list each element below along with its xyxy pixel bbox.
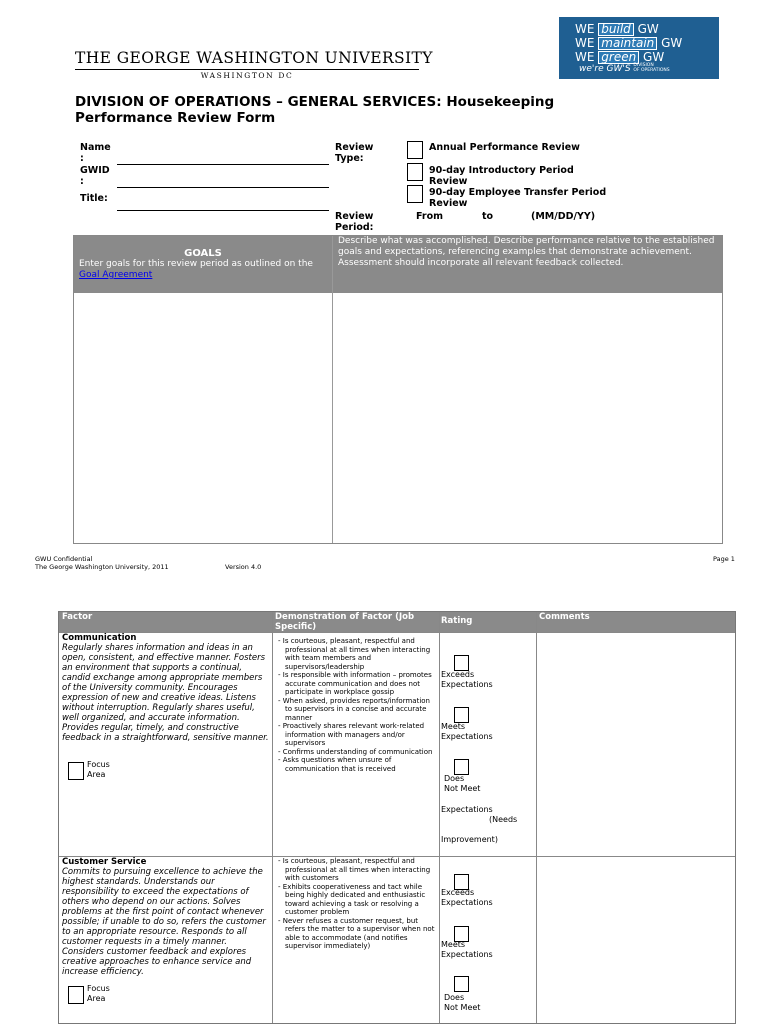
review-type-introductory-2: Review [429, 176, 468, 187]
review-type-introductory: 90-day Introductory Period [429, 165, 574, 176]
focus-area-checkbox[interactable] [68, 762, 84, 780]
exceeds-expectations-label: Exceeds Expectations [441, 670, 493, 689]
form-title-line2: Performance Review Form [75, 110, 276, 126]
comments-header: Comments [539, 612, 590, 622]
introductory-review-checkbox[interactable] [407, 163, 423, 181]
review-period-label-2: Period: [335, 222, 374, 233]
list-item: - Is responsible with information – promotes accurate communication and does not participate in workplace gossip [278, 671, 432, 696]
list-item: - When asked, provides reports/information to supervisors in a concise and accurate manner [278, 696, 430, 722]
demonstration-list [278, 857, 436, 951]
gwid-field[interactable] [117, 187, 329, 188]
exceeds-expectations-checkbox[interactable] [454, 655, 469, 671]
footer-confidential: GWU Confidential [35, 555, 93, 563]
exceeds-expectations-label: Exceeds Expectations [441, 888, 493, 907]
list-item: - Is courteous, pleasant, respectful and professional at all times when interacting with customers [278, 857, 431, 882]
review-period-label-1: Review [335, 211, 374, 222]
does-not-meet-checkbox[interactable] [454, 759, 469, 775]
we-build-gw-logo [559, 17, 719, 79]
name-label: Name [80, 142, 111, 153]
date-format-hint: (MM/DD/YY) [531, 211, 596, 222]
from-label: From [416, 211, 443, 222]
table-row [62, 633, 270, 743]
footer-copyright: The George Washington University, 2011 [35, 563, 169, 571]
title-field[interactable] [117, 210, 329, 211]
footer-page-number: Page 1 [713, 555, 735, 563]
demonstration-header: Demonstration of Factor (Job Specific) [275, 612, 415, 632]
accomplishment-instruction: Describe what was accomplished. Describe performance relative to the established goals and expectations, referencing examples that demonstrate achievement. Assessment should incorporate all relevant feedback collected. [338, 236, 715, 268]
factor-description: Regularly shares information and ideas in an open, consistent, and effective manner. Fosters an environment that supports a continual, candid exchange among appropriate members of the University community. Encourages expression of new and creative ideas. Listens without interruption. Regularly shares useful, well organized, and accurate information. Provides regular, timely, and constructive feedback in a straightforward, sensitive manner. [62, 643, 269, 743]
factor-table [58, 611, 736, 1024]
factor-header: Factor [62, 612, 93, 622]
goals-entry-cell[interactable] [74, 293, 332, 543]
comments-cell[interactable] [537, 857, 735, 1024]
list-item: - Is courteous, pleasant, respectful and professional at all times when interacting with team members and supervisors/leadership [278, 637, 431, 671]
focus-area-label: Focus Area [87, 760, 110, 779]
goal-agreement-link[interactable]: Goal Agreement [79, 270, 153, 280]
logo-tagline: we're GW'S DIVISION OF OPERATIONS [579, 63, 670, 74]
rating-header: Rating [441, 616, 473, 626]
logo-line-build: WE build GW [575, 22, 659, 36]
list-item: - Confirms understanding of communication [278, 747, 433, 756]
does-not-meet-label-2: Expectations [441, 805, 493, 814]
meets-expectations-label: Meets Expectations [441, 722, 493, 741]
list-item: - Exhibits cooperativeness and tact while being highly dedicated and enthusiastic toward achieving a task or resolving a customer problem [278, 882, 426, 916]
factor-name: Communication [62, 633, 137, 643]
factor-description: Commits to pursuing excellence to achieve the highest standards. Understands our responsibility to exceed the expectations of others who depend on our actions. Solves problems at the first point of contact whenever possible; if unable to do so, refers the customer to an appropriate resource. Responds to all customer requests in a timely manner. Considers customer feedback and explores creative approaches to enhance service and increase efficiency. [62, 867, 266, 977]
focus-area-label: Focus Area [87, 984, 110, 1003]
list-item: - Proactively shares relevant work-related information with managers and/or supervisors [278, 722, 425, 747]
logo-line-green: WE green GW [575, 50, 665, 64]
does-not-meet-checkbox[interactable] [454, 976, 469, 992]
review-type-transfer-2: Review [429, 198, 468, 209]
name-field[interactable] [117, 164, 329, 165]
factor-name: Customer Service [62, 857, 147, 867]
goals-table [73, 235, 723, 544]
university-rule [75, 69, 419, 70]
logo-line-maintain: WE maintain GW [575, 36, 683, 50]
review-type-annual: Annual Performance Review [429, 142, 580, 153]
name-colon: : [80, 153, 84, 164]
list-item: - Never refuses a customer request, but refers the matter to a supervisor when not able to accommodate (and notifies supervisor immediately) [278, 916, 435, 950]
review-type-transfer: 90-day Employee Transfer Period [429, 187, 607, 198]
gwid-label: GWID [80, 165, 110, 176]
accomplishment-entry-cell[interactable] [333, 293, 722, 543]
col-divider-1 [272, 612, 273, 1024]
demonstration-list [278, 637, 436, 773]
gwid-colon: : [80, 176, 84, 187]
university-location: WASHINGTON DC [200, 71, 294, 80]
meets-expectations-checkbox[interactable] [454, 707, 469, 723]
table-row [62, 857, 270, 977]
list-item: - Asks questions when unsure of communication that is received [278, 756, 396, 773]
form-title-line1: DIVISION OF OPERATIONS – GENERAL SERVICES: Housekeeping [75, 94, 555, 110]
title-label: Title: [80, 193, 108, 204]
review-type-label-2: Type: [335, 153, 364, 164]
goals-title: GOALS [184, 248, 222, 259]
transfer-review-checkbox[interactable] [407, 185, 423, 203]
goals-instruction: Enter goals for this review period as outlined on the Goal Agreement [79, 259, 313, 280]
review-type-label-1: Review [335, 142, 374, 153]
col-divider-2 [439, 612, 440, 1024]
does-not-meet-label: Does Not Meet [444, 774, 481, 793]
does-not-meet-label-4: Improvement) [441, 835, 498, 844]
university-name: THE GEORGE WASHINGTON UNIVERSITY [75, 49, 433, 67]
focus-area-checkbox[interactable] [68, 986, 84, 1004]
comments-cell[interactable] [537, 633, 735, 856]
footer-version: Version 4.0 [225, 563, 262, 571]
to-label: to [482, 211, 494, 222]
meets-expectations-label: Meets Expectations [441, 940, 493, 959]
annual-review-checkbox[interactable] [407, 141, 423, 159]
form-title [75, 94, 554, 126]
does-not-meet-label-3: (Needs [489, 815, 518, 824]
does-not-meet-label: Does Not Meet [444, 993, 481, 1012]
